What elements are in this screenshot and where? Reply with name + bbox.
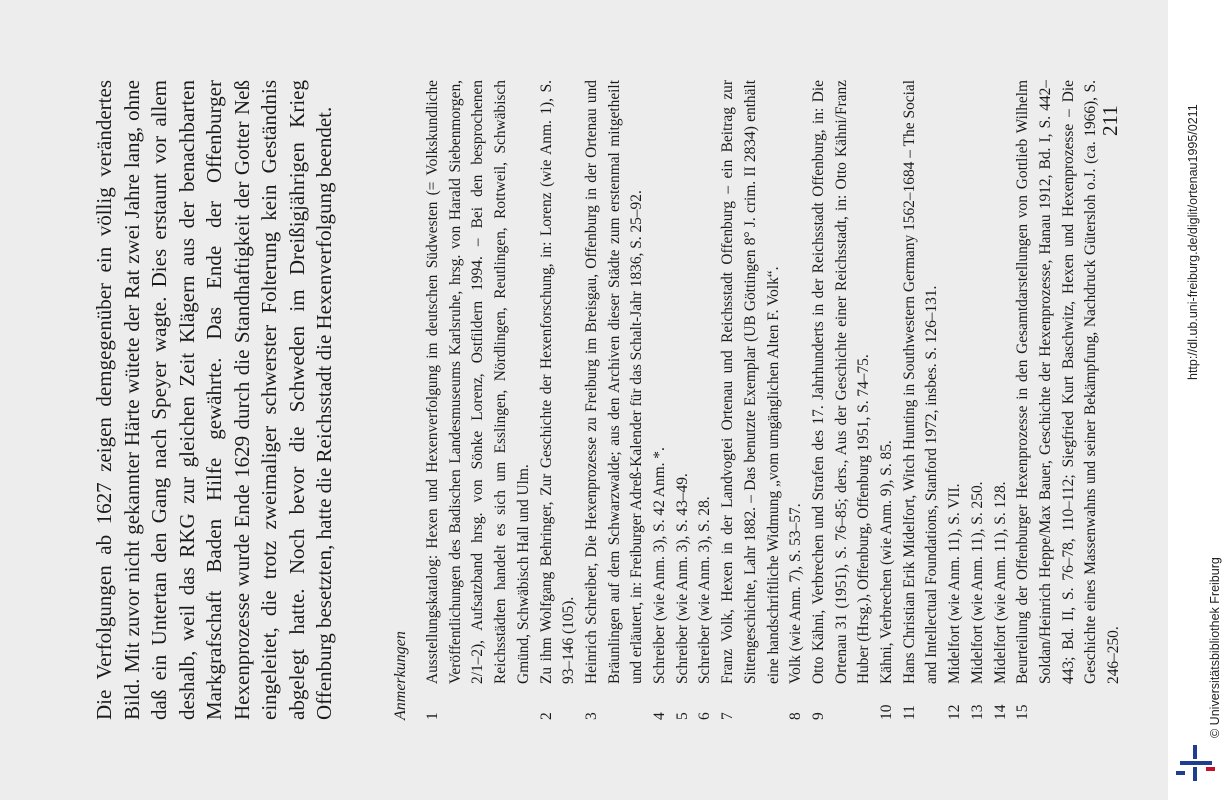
footnote-number: 12 [946,704,964,720]
footnote-text: Midelfort (wie Anm. 11), S. VII. [946,483,964,684]
footnote-text: Schreiber (wie Anm. 3), S. 43–49. [673,473,691,684]
footnote-number: 15 [1014,704,1032,720]
footnote-number: 10 [878,704,896,720]
notes-heading: Anmerkungen [392,631,409,720]
copyright-notice: © Universitätsbibliothek Freiburg [1208,557,1222,738]
library-logo-icon [1172,743,1218,783]
footnote-text: Hans Christian Erik Midelfort, Witch Hunting in Southwestern Germany 1562–1684 – The Social and Intellectual Foundations, Stanford 1972, insbes. S. 126–131. [900,80,941,684]
footnote-text: Ausstellungskatalog: Hexen und Hexenverfolgung im deutschen Südwesten (= Volkskundliche Veröffentlichungen des Badischen Landesmuseums Karlsruhe, hrsg. von Harald Siebenmorgen, 2/1–2), Aufsatzband hrsg. von Sönke Lorenz, Ostfildern 1994. – Bei den besprochenen Reichsstädten handelt es sich um Esslingen, Nördlingen, Reutlingen, Rottweil, Schwäbisch Gmünd, Schwäbisch Hall und Ulm. [424,80,532,684]
footnote-number: 4 [651,712,669,720]
footnote-item [899,80,944,720]
footnote-item [1012,80,1126,720]
footnote-number: 7 [719,712,737,720]
footnote-item [876,80,899,720]
logo-bar-vertical [1193,745,1197,759]
logo-accent [1206,767,1215,771]
footnote-text: Midelfort (wie Anm. 11), S. 250. [968,481,986,684]
footnote-item [536,80,581,720]
footnote-item [649,80,672,720]
footnote-number: 14 [991,704,1009,720]
footnote-text: Franz Volk, Hexen in der Landvogtei Ortenau und Reichsstadt Offenburg – ein Beitrag zur Sittengeschichte, Lahr 1882. – Das benutzte Exemplar (UB Göttingen 8° J. crim. II 2834) enthält eine handschriftliche Widmung „vom umgänglichen Alten F. Volk“. [719,80,782,684]
footnote-item [694,80,717,720]
footnote-item [990,80,1013,720]
footnote-text: Zu ihm Wolfgang Behringer, Zur Geschichte der Hexenforschung, in: Lorenz (wie Anm. 1), S. 93–146 (105). [537,80,578,684]
footnote-text: Otto Kähni, Verbrechen und Strafen des 17. Jahrhunderts in der Reichsstadt Offenburg, in: Die Ortenau 31 (1951), S. 76–85; ders., Aus der Geschichte einer Reichsstadt, in: Otto Kähni/Franz Huber (Hrsg.), Offenburg, Offenburg 1951, S. 74–75. [809,80,873,684]
footnote-text: Heinrich Schreiber, Die Hexenprozesse zu Freiburg im Breisgau, Offenburg in der Ortenau und Bräunlingen auf dem Schwarzwalde; aus den Archiven dieser Städte zum erstenmal mitgetheilt und erläutert, in: Freiburger Adreß-Kalender für das Schalt-Jahr 1836, S. 25–92. [582,80,646,684]
footnote-item [717,80,785,720]
notes-list [422,80,1126,720]
footnote-number: 1 [424,712,441,720]
footnote-item [672,80,695,720]
footnote-number: 13 [968,704,986,720]
footnote-number: 6 [696,712,714,720]
logo-bar-horizontal [1180,761,1212,765]
footnote-item [422,80,536,720]
footnote-number: 2 [537,712,555,720]
footnote-text: Schreiber (wie Anm. 3), S. 28. [696,496,714,684]
footnote-item [581,80,649,720]
footnote-text: Schreiber (wie Anm. 3), S. 42 Anm. *. [651,447,669,684]
footnote-text: Midelfort (wie Anm. 11), S. 128. [991,481,1009,684]
logo-accent-left [1176,771,1185,775]
logo-bar-vertical-lower [1193,767,1197,781]
footnote-item [944,80,967,720]
footnote-text: Kähni, Verbrechen (wie Anm. 9), S. 85. [878,440,896,684]
source-url-link[interactable]: http://dl.ub.uni-freiburg.de/diglit/ortenau1995/0211 [1186,104,1200,380]
footnote-number: 8 [787,712,805,720]
footnote-number: 9 [809,712,827,720]
footnote-number: 11 [900,705,918,720]
footnote-number: 3 [582,712,600,720]
main-paragraph: Die Verfolgungen ab 1627 zeigen demgegenüber ein völlig verändertes Bild. Mit zuvor nicht gekannter Härte wütete der Rat zwei Jahre lang, ohne daß ein Untertan den Gang nach Speyer wagte. Dies erstaunt vor allem deshalb, weil das RKG zur gleichen Zeit Klägern aus der benachbarten Markgrafschaft Baden Hilfe gewährte. Das Ende der Offenburger Hexenprozesse wurde Ende 1629 durch die Standhaftigkeit der Gotter Neß eingeleitet, die trotz zweimaliger schwerster Folterung kein Geständnis abgelegt hatte. Noch bevor die Schweden im Dreißigjährigen Krieg Offenburg besetzten, hatte die Reichsstadt die Hexenverfolgung beendet. [92,80,336,720]
footnote-item [808,80,876,720]
footnote-item [785,80,808,720]
page-number: 211 [1098,105,1122,136]
footnote-text: Volk (wie Anm. 7), S. 53–57. [787,503,805,684]
footnote-text: Beurteilung der Offenburger Hexenprozesse in den Gesamtdarstellungen von Gottlieb Wilhelm Soldan/Heinrich Heppe/Max Bauer, Geschichte der Hexenprozesse, Hanau 1912, Bd. I, S. 442–443; Bd. II, S. 76–78, 110–112; Siegfried Kurt Baschwitz, Hexen und Hexenprozesse – Die Geschichte eines Massenwahns und seiner Bekämpfung, Nachdruck Gütersloh o.J. (ca. 1966), S. 246–250. [1014,80,1123,684]
footnote-number: 5 [673,712,691,720]
footnote-item [967,80,990,720]
